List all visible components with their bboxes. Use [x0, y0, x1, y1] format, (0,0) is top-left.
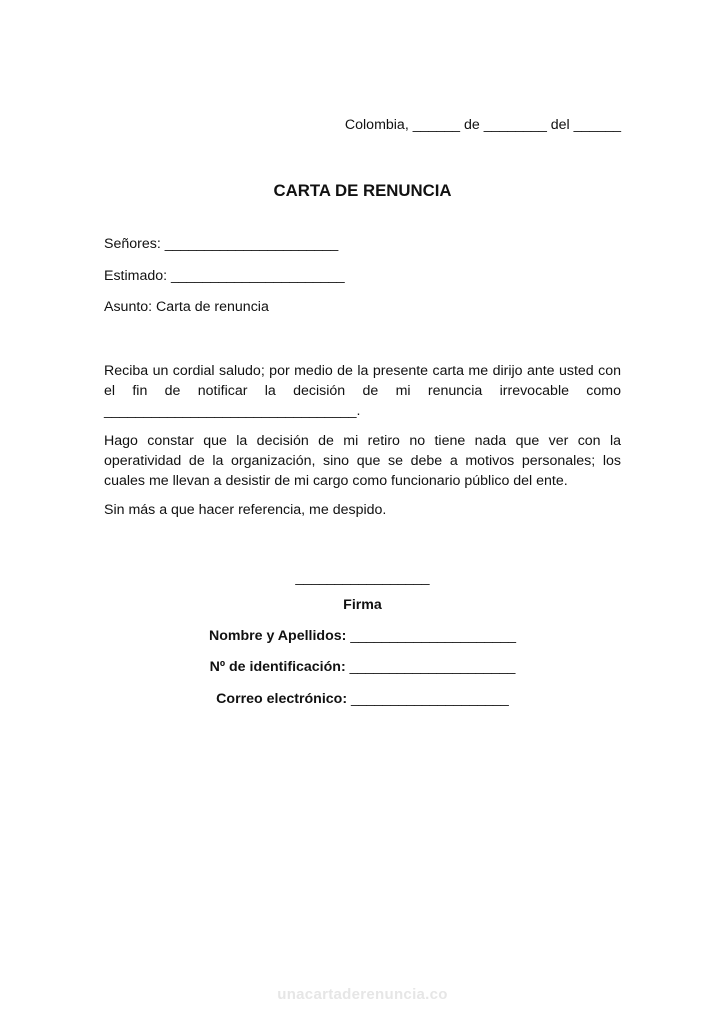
- id-field-row: [0, 659, 725, 675]
- date-line: Colombia, ______ de ________ del ______: [344, 117, 621, 133]
- body-paragraph-2: Hago constar que la decisión de mi retiro no tiene nada que ver con la operatividad de la organización, sino que se debe a motivos personales; los cuales me llevan a desistir de mi cargo como funcionario público del ente.: [104, 433, 621, 489]
- name-label: Nombre y Apellidos:: [208, 628, 347, 644]
- id-blank: _____________________: [349, 659, 516, 675]
- letter-title: CARTA DE RENUNCIA: [273, 181, 452, 200]
- signature-rule: _________________: [295, 570, 430, 586]
- subject-line: Asunto: Carta de renuncia: [104, 299, 269, 315]
- name-blank: _____________________: [350, 628, 517, 644]
- email-label: Correo electrónico:: [216, 691, 348, 707]
- signature-label: Firma: [343, 597, 382, 613]
- body-paragraph-1: Reciba un cordial saludo; por medio de la presente carta me dirijo ante usted con el fin de notificar la decisión de mi renuncia irrevocable como ________________________________.: [104, 363, 621, 419]
- name-field-row: [0, 628, 725, 644]
- id-label: Nº de identificación:: [209, 659, 346, 675]
- email-field-row: [0, 691, 725, 707]
- email-blank: ____________________: [351, 691, 509, 707]
- greeting-line: Estimado: ______________________: [104, 268, 345, 284]
- site-watermark: unacartaderenuncia.co: [277, 986, 448, 1003]
- recipient-line: Señores: ______________________: [104, 236, 339, 252]
- closing-line: Sin más a que hacer referencia, me despido.: [104, 502, 387, 518]
